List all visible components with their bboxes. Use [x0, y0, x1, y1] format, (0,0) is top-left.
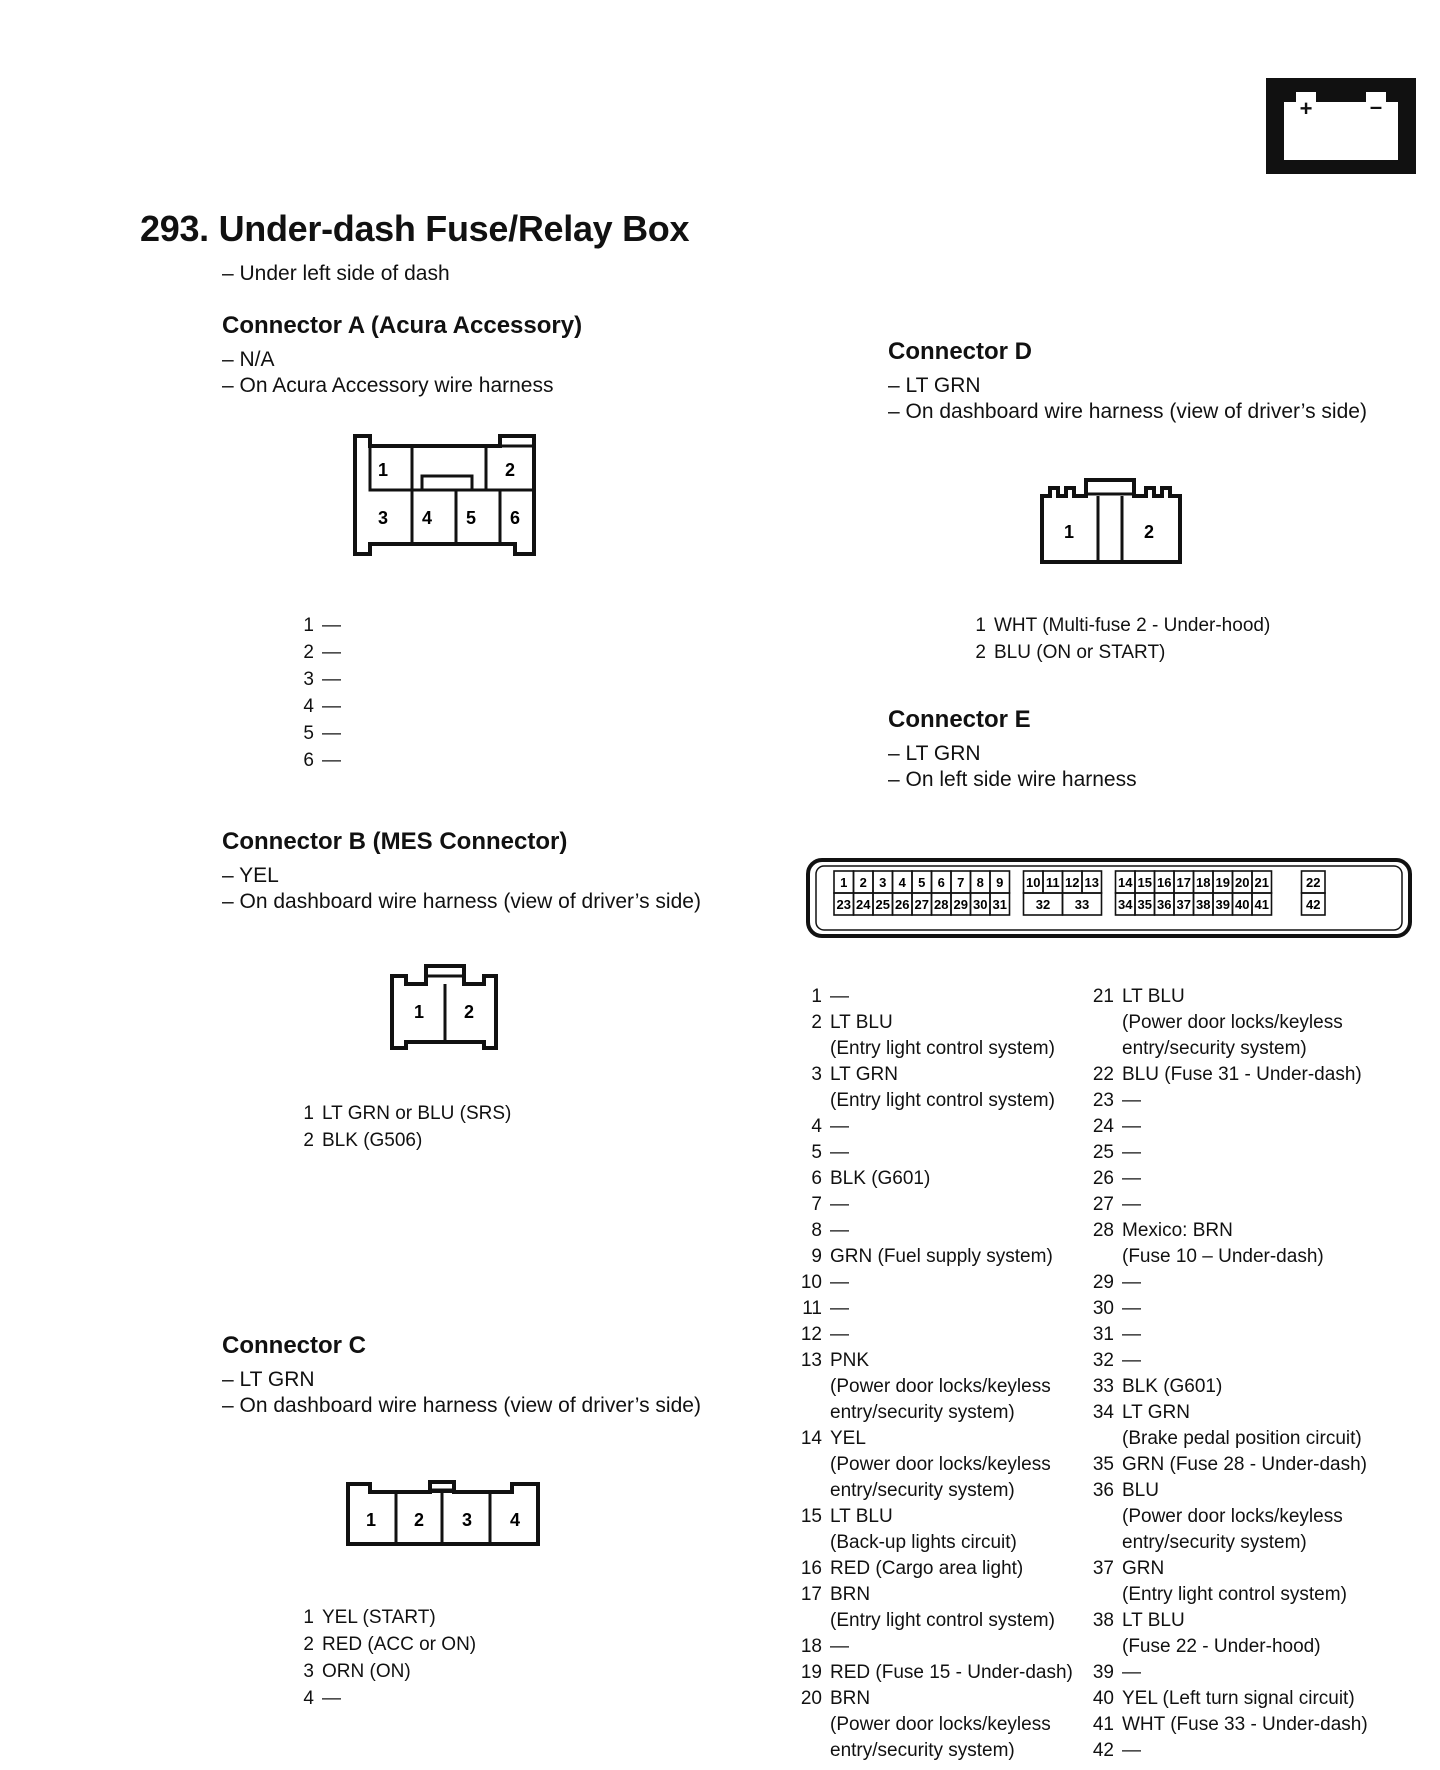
- pin-number: 2: [303, 1634, 314, 1655]
- svg-text:+: +: [1299, 96, 1313, 121]
- pin-wire: —: [322, 723, 341, 744]
- pin-wire: —: [1122, 1324, 1141, 1345]
- pin-number: 24: [1092, 1116, 1114, 1137]
- pin-number: 4: [303, 696, 314, 717]
- pin-row: [792, 1244, 1073, 1270]
- pin-number: 5: [303, 723, 314, 744]
- pin-wire: BLK (G601): [830, 1168, 931, 1189]
- pin-wire: LT BLU (Back-up lights circuit): [830, 1506, 1017, 1553]
- pin-number: 1: [811, 986, 822, 1007]
- pin-row: [290, 639, 341, 666]
- pin-row: [1084, 1348, 1368, 1374]
- pin-number: 2: [811, 1012, 822, 1033]
- cE-pin: 10: [1026, 875, 1041, 890]
- pin-row: [962, 639, 1270, 666]
- cE-pin: 17: [1176, 875, 1191, 890]
- pin-row: [792, 1166, 1073, 1192]
- cB-pin: 1: [414, 1002, 425, 1022]
- pin-row: [1084, 1686, 1368, 1712]
- pin-row: [792, 1010, 1073, 1062]
- pin-wire: BLK (G506): [322, 1130, 423, 1151]
- pin-row: [792, 1140, 1073, 1166]
- pin-wire: —: [322, 615, 341, 636]
- cC-pin: 4: [510, 1510, 521, 1530]
- pin-row: [792, 1504, 1073, 1556]
- pin-row: [792, 1686, 1073, 1764]
- pin-row: [1084, 1374, 1368, 1400]
- pin-number: 27: [1092, 1194, 1114, 1215]
- pin-number: 36: [1092, 1480, 1114, 1501]
- connector-d-diagram: [1036, 476, 1186, 566]
- pin-wire: —: [1122, 1116, 1141, 1137]
- cA-pin: 4: [422, 508, 433, 528]
- pin-row: [792, 1218, 1073, 1244]
- pin-wire: GRN (Fuel supply system): [830, 1246, 1053, 1267]
- pin-row: [290, 693, 341, 720]
- pin-number: 30: [1092, 1298, 1114, 1319]
- cE-pin: 8: [976, 875, 984, 890]
- pin-wire: YEL (Power door locks/keyless entry/security system): [830, 1428, 1051, 1501]
- pin-number: 18: [800, 1636, 822, 1657]
- pin-row: [1084, 1192, 1368, 1218]
- pin-wire: BRN (Power door locks/keyless entry/security system): [830, 1688, 1051, 1761]
- pin-number: 17: [800, 1584, 822, 1605]
- cE-pin: 24: [856, 897, 871, 912]
- cE-pin: 37: [1176, 897, 1191, 912]
- cE-pin: 35: [1137, 897, 1152, 912]
- cE-pin: 4: [898, 875, 906, 890]
- pin-number: 26: [1092, 1168, 1114, 1189]
- pin-number: 23: [1092, 1090, 1114, 1111]
- connector-e-pin-list-col1: [792, 984, 1073, 1764]
- connector-b-color: – YEL: [222, 864, 279, 887]
- pin-wire: BLU (ON or START): [994, 642, 1166, 663]
- pin-row: [1084, 1608, 1368, 1660]
- pin-row: [1084, 1322, 1368, 1348]
- cE-pin: 21: [1254, 875, 1269, 890]
- pin-wire: —: [322, 696, 341, 717]
- cA-pin: 2: [505, 460, 516, 480]
- pin-row: [290, 747, 341, 774]
- pin-wire: —: [1122, 1298, 1141, 1319]
- pin-row: [792, 984, 1073, 1010]
- pin-number: 4: [303, 1688, 314, 1709]
- pin-number: 41: [1092, 1714, 1114, 1735]
- cE-pin: 9: [996, 875, 1004, 890]
- pin-number: 29: [1092, 1272, 1114, 1293]
- pin-wire: —: [830, 1220, 849, 1241]
- cE-pin: 26: [895, 897, 910, 912]
- cE-pin: 29: [953, 897, 968, 912]
- pin-row: [792, 1426, 1073, 1504]
- pin-row: [290, 1631, 476, 1658]
- connector-d-title: Connector D: [888, 338, 1032, 365]
- pin-number: 1: [975, 615, 986, 636]
- pin-number: 20: [800, 1688, 822, 1709]
- pin-number: 2: [303, 642, 314, 663]
- pin-row: [1084, 1088, 1368, 1114]
- pin-row: [792, 1556, 1073, 1582]
- pin-number: 1: [303, 1103, 314, 1124]
- cE-pin: 38: [1196, 897, 1211, 912]
- pin-number: 31: [1092, 1324, 1114, 1345]
- pin-row: [792, 1660, 1073, 1686]
- pin-wire: —: [1122, 1090, 1141, 1111]
- pin-number: 39: [1092, 1662, 1114, 1683]
- cE-pin: 16: [1157, 875, 1172, 890]
- pin-number: 21: [1092, 986, 1114, 1007]
- pin-row: [290, 1658, 476, 1685]
- pin-wire: BLU (Fuse 31 - Under-dash): [1122, 1064, 1362, 1085]
- connector-b-harness: – On dashboard wire harness (view of driver’s side): [222, 890, 701, 913]
- pin-wire: YEL (Left turn signal circuit): [1122, 1688, 1355, 1709]
- cD-pin: 1: [1064, 522, 1075, 542]
- pin-row: [290, 720, 341, 747]
- pin-number: 14: [800, 1428, 822, 1449]
- connector-b-diagram: [388, 962, 502, 1054]
- cE-pin: 1: [840, 875, 848, 890]
- pin-number: 8: [811, 1220, 822, 1241]
- connector-c-color: – LT GRN: [222, 1368, 315, 1391]
- pin-wire: —: [830, 1116, 849, 1137]
- pin-wire: RED (Fuse 15 - Under-dash): [830, 1662, 1073, 1683]
- connector-c-harness: – On dashboard wire harness (view of driver’s side): [222, 1394, 701, 1417]
- pin-row: [1084, 1712, 1368, 1738]
- pin-row: [1084, 1738, 1368, 1764]
- pin-wire: —: [1122, 1350, 1141, 1371]
- pin-wire: —: [830, 1636, 849, 1657]
- pin-number: 11: [802, 1298, 822, 1319]
- pin-wire: WHT (Fuse 33 - Under-dash): [1122, 1714, 1368, 1735]
- pin-row: [792, 1348, 1073, 1426]
- cE-pin: 2: [859, 875, 867, 890]
- pin-wire: PNK (Power door locks/keyless entry/security system): [830, 1350, 1051, 1423]
- pin-wire: GRN (Fuse 28 - Under-dash): [1122, 1454, 1367, 1475]
- cE-pin: 12: [1065, 875, 1080, 890]
- pin-row: [792, 1192, 1073, 1218]
- pin-number: 16: [800, 1558, 822, 1579]
- pin-row: [1084, 1114, 1368, 1140]
- pin-row: [1084, 1296, 1368, 1322]
- pin-number: 1: [303, 615, 314, 636]
- cB-pin: 2: [464, 1002, 475, 1022]
- pin-wire: RED (ACC or ON): [322, 1634, 477, 1655]
- pin-wire: RED (Cargo area light): [830, 1558, 1024, 1579]
- pin-number: 38: [1092, 1610, 1114, 1631]
- pin-row: [792, 1114, 1073, 1140]
- pin-number: 1: [303, 1607, 314, 1628]
- connector-e-harness: – On left side wire harness: [888, 768, 1137, 791]
- connector-c-title: Connector C: [222, 1332, 366, 1359]
- pin-number: 34: [1092, 1402, 1114, 1423]
- cE-pin: 34: [1118, 897, 1133, 912]
- pin-row: [792, 1062, 1073, 1114]
- pin-wire: —: [830, 1324, 849, 1345]
- pin-wire: BRN (Entry light control system): [830, 1584, 1055, 1631]
- connector-a-color: – N/A: [222, 348, 275, 371]
- cE-pin: 33: [1074, 897, 1090, 912]
- pin-number: 3: [811, 1064, 822, 1085]
- connector-a-diagram: [350, 432, 540, 562]
- pin-row: [1084, 1270, 1368, 1296]
- pin-number: 6: [811, 1168, 822, 1189]
- cE-pin: 25: [875, 897, 890, 912]
- cE-pin: 42: [1306, 897, 1321, 912]
- connector-b-title: Connector B (MES Connector): [222, 828, 568, 855]
- pin-number: 6: [303, 750, 314, 771]
- cE-pin: 14: [1118, 875, 1133, 890]
- pin-number: 3: [303, 1661, 314, 1682]
- pin-row: [792, 1582, 1073, 1634]
- pin-number: 7: [811, 1194, 822, 1215]
- connector-d-pin-list: [962, 612, 1270, 666]
- cE-pin: 5: [918, 875, 926, 890]
- connector-c-diagram: [344, 1478, 544, 1550]
- cE-pin: 27: [914, 897, 929, 912]
- pin-wire: Mexico: BRN (Fuse 10 – Under-dash): [1122, 1220, 1324, 1267]
- pin-wire: —: [830, 1272, 849, 1293]
- cE-pin: 7: [957, 875, 965, 890]
- connector-a-title: Connector A (Acura Accessory): [222, 312, 583, 339]
- page-title: 293. Under-dash Fuse/Relay Box: [140, 208, 690, 249]
- cE-pin: 39: [1215, 897, 1230, 912]
- pin-number: 28: [1092, 1220, 1114, 1241]
- pin-wire: —: [322, 669, 341, 690]
- pin-row: [290, 1604, 476, 1631]
- pin-row: [1084, 1062, 1368, 1088]
- pin-number: 10: [800, 1272, 822, 1293]
- cE-pin: 3: [879, 875, 887, 890]
- connector-e-pin-list-col2: [1084, 984, 1368, 1764]
- pin-number: 3: [303, 669, 314, 690]
- pin-number: 42: [1092, 1740, 1114, 1761]
- pin-row: [792, 1270, 1073, 1296]
- connector-e-title: Connector E: [888, 706, 1031, 733]
- connector-d-color: – LT GRN: [888, 374, 981, 397]
- pin-row: [290, 1127, 511, 1154]
- cE-pin: 31: [992, 897, 1007, 912]
- pin-wire: —: [1122, 1740, 1141, 1761]
- pin-wire: LT GRN (Entry light control system): [830, 1064, 1055, 1111]
- pin-row: [1084, 984, 1368, 1062]
- cE-pin: 40: [1235, 897, 1250, 912]
- cE-pin: 28: [934, 897, 949, 912]
- pin-row: [290, 612, 341, 639]
- pin-wire: LT GRN or BLU (SRS): [322, 1103, 512, 1124]
- pin-wire: —: [830, 1298, 849, 1319]
- pin-wire: LT BLU (Fuse 22 - Under-hood): [1122, 1610, 1321, 1657]
- connector-a-harness: – On Acura Accessory wire harness: [222, 374, 554, 397]
- cE-pin: 11: [1045, 875, 1060, 890]
- pin-number: 35: [1092, 1454, 1114, 1475]
- pin-wire: GRN (Entry light control system): [1122, 1558, 1347, 1605]
- pin-wire: —: [830, 1142, 849, 1163]
- cA-pin: 6: [510, 508, 521, 528]
- pin-number: 33: [1092, 1376, 1114, 1397]
- pin-row: [1084, 1556, 1368, 1608]
- pin-wire: LT BLU (Entry light control system): [830, 1012, 1055, 1059]
- pin-wire: —: [1122, 1194, 1141, 1215]
- pin-number: 15: [800, 1506, 822, 1527]
- pin-number: 32: [1092, 1350, 1114, 1371]
- pin-row: [1084, 1166, 1368, 1192]
- pin-number: 9: [811, 1246, 822, 1267]
- pin-wire: —: [1122, 1272, 1141, 1293]
- pin-wire: —: [1122, 1168, 1141, 1189]
- battery-icon: [1266, 78, 1416, 174]
- cC-pin: 1: [366, 1510, 377, 1530]
- svg-text:–: –: [1369, 94, 1383, 119]
- pin-wire: ORN (ON): [322, 1661, 411, 1682]
- pin-number: 22: [1092, 1064, 1114, 1085]
- pin-row: [1084, 1452, 1368, 1478]
- pin-row: [290, 1100, 511, 1127]
- cE-pin: 19: [1215, 875, 1230, 890]
- pin-number: 4: [811, 1116, 822, 1137]
- pin-row: [1084, 1140, 1368, 1166]
- connector-e-diagram: [804, 856, 1414, 940]
- pin-row: [290, 666, 341, 693]
- pin-wire: WHT (Multi-fuse 2 - Under-hood): [994, 615, 1271, 636]
- connector-b-pin-list: [290, 1100, 511, 1154]
- cE-pin: 18: [1196, 875, 1211, 890]
- pin-wire: BLK (G601): [1122, 1376, 1223, 1397]
- pin-wire: —: [830, 1194, 849, 1215]
- pin-row: [792, 1296, 1073, 1322]
- connector-c-pin-list: [290, 1604, 476, 1712]
- pin-wire: LT GRN (Brake pedal position circuit): [1122, 1402, 1362, 1449]
- pin-number: 37: [1092, 1558, 1114, 1579]
- cE-pin: 22: [1306, 875, 1321, 890]
- cE-pin: 41: [1254, 897, 1269, 912]
- pin-number: 2: [975, 642, 986, 663]
- pin-row: [792, 1634, 1073, 1660]
- cD-pin: 2: [1144, 522, 1155, 542]
- pin-wire: —: [322, 642, 341, 663]
- cC-pin: 2: [414, 1510, 425, 1530]
- cE-pin: 13: [1084, 875, 1099, 890]
- pin-wire: —: [322, 1688, 341, 1709]
- pin-number: 40: [1092, 1688, 1114, 1709]
- connector-a-pin-list: [290, 612, 341, 774]
- cE-pin: 30: [973, 897, 988, 912]
- cA-pin: 3: [378, 508, 389, 528]
- cA-pin: 5: [466, 508, 477, 528]
- pin-wire: YEL (START): [322, 1607, 436, 1628]
- pin-wire: LT BLU (Power door locks/keyless entry/security system): [1122, 986, 1343, 1059]
- pin-row: [792, 1322, 1073, 1348]
- pin-row: [1084, 1478, 1368, 1556]
- cE-pin: 6: [937, 875, 945, 890]
- cE-pin: 20: [1235, 875, 1250, 890]
- pin-number: 25: [1092, 1142, 1114, 1163]
- pin-row: [1084, 1400, 1368, 1452]
- cE-pin: 32: [1035, 897, 1051, 912]
- pin-wire: —: [322, 750, 341, 771]
- pin-wire: —: [830, 986, 849, 1007]
- cE-pin: 15: [1137, 875, 1152, 890]
- pin-number: 19: [800, 1662, 822, 1683]
- cE-pin: 36: [1157, 897, 1172, 912]
- pin-number: 13: [800, 1350, 822, 1371]
- location-note: – Under left side of dash: [222, 262, 450, 285]
- cC-pin: 3: [462, 1510, 473, 1530]
- connector-e-color: – LT GRN: [888, 742, 981, 765]
- pin-wire: —: [1122, 1142, 1141, 1163]
- pin-row: [1084, 1218, 1368, 1270]
- cE-pin: 23: [836, 897, 851, 912]
- cA-pin: 1: [378, 460, 389, 480]
- pin-row: [1084, 1660, 1368, 1686]
- pin-row: [290, 1685, 476, 1712]
- pin-wire: BLU (Power door locks/keyless entry/security system): [1122, 1480, 1343, 1553]
- connector-d-harness: – On dashboard wire harness (view of driver’s side): [888, 400, 1367, 423]
- pin-number: 2: [303, 1130, 314, 1151]
- pin-number: 5: [811, 1142, 822, 1163]
- pin-wire: —: [1122, 1662, 1141, 1683]
- pin-row: [962, 612, 1270, 639]
- pin-number: 12: [800, 1324, 822, 1345]
